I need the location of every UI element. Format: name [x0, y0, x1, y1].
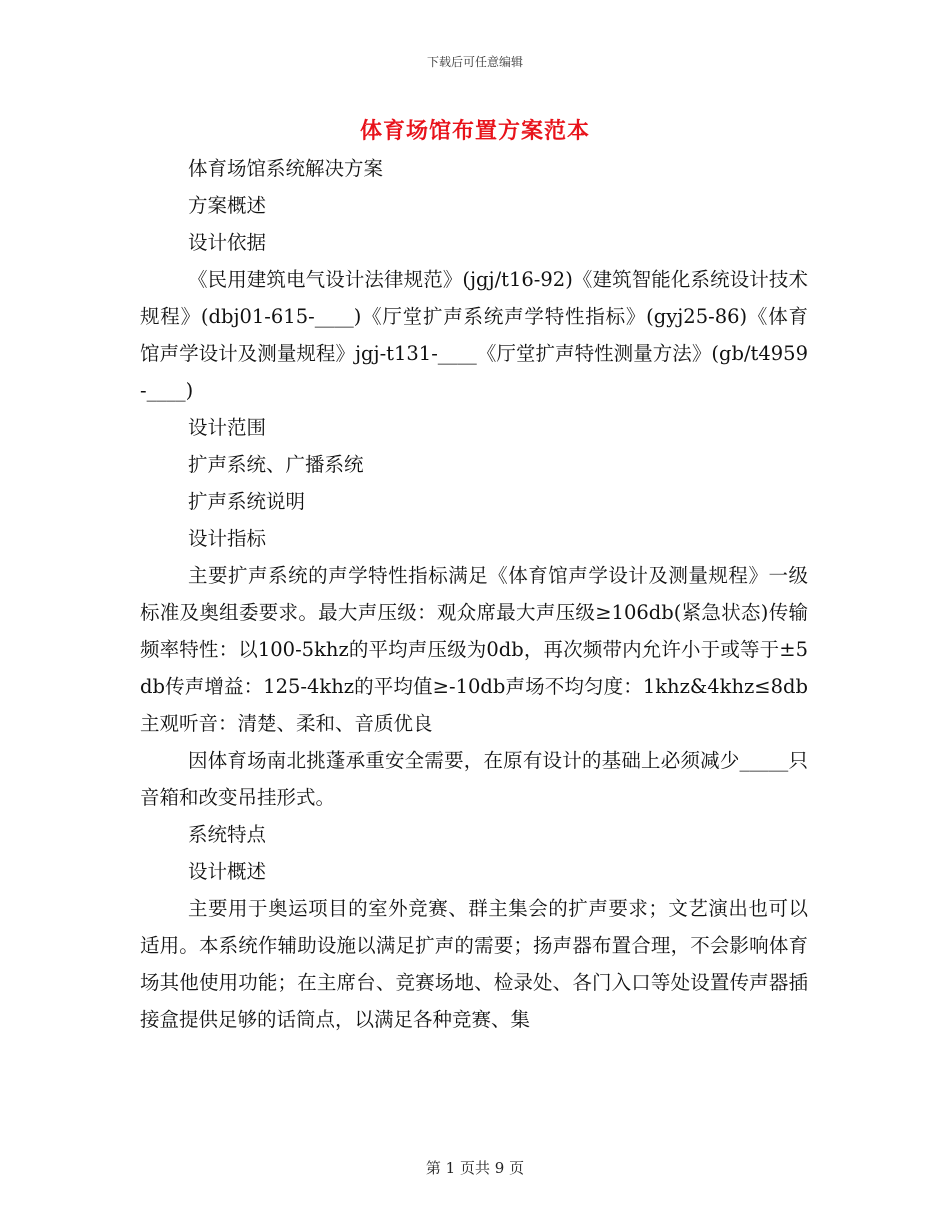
paragraph-design-summary-heading: 设计概述: [188, 860, 267, 883]
paragraph-standards-list: 《民用建筑电气设计法律规范》(jgj/t16-92)《建筑智能化系统设计技术规程》(dbj01-615-____)《厅堂扩声系统声学特性指标》(gyj25-86)《体育馆声学设计及测量规程》jgj-t131-____《厅堂扩声特性测量方法》(gb/t4959-____): [140, 268, 808, 402]
document-title: 体育场馆布置方案范本: [359, 118, 590, 144]
paragraph-design-indicators: 主要扩声系统的声学特性指标满足《体育馆声学设计及测量规程》一级标准及奥组委要求。最大声压级：观众席最大声压级≥106db(紧急状态)传输频率特性：以100-5khz的平均声压级为0db，再次频带内允许小于或等于±5db传声增益：125-4khz的平均值≥-10db声场不均匀度：1khz&4khz≤8db主观听音：清楚、柔和、音质优良: [140, 564, 808, 735]
paragraph-speaker-reduction: 因体育场南北挑蓬承重安全需要，在原有设计的基础上必须减少_____只音箱和改变吊挂形式。: [140, 749, 808, 809]
paragraph-overview-heading: 方案概述: [188, 194, 267, 217]
paragraph-design-indicators-heading: 设计指标: [188, 527, 267, 550]
page-number: 第 1 页共 9 页: [425, 1159, 525, 1177]
document-body: [140, 150, 808, 1038]
paragraph-pa-system-heading: 扩声系统说明: [188, 490, 306, 513]
paragraph-solution-heading: 体育场馆系统解决方案: [188, 157, 384, 180]
paragraph-design-scope-heading: 设计范围: [188, 416, 267, 439]
page-header-note: 下载后可任意编辑: [426, 55, 523, 69]
paragraph-system-features-heading: 系统特点: [188, 823, 267, 846]
paragraph-design-scope: 扩声系统、广播系统: [188, 453, 364, 476]
paragraph-design-summary: 主要用于奥运项目的室外竞赛、群主集会的扩声要求；文艺演出也可以适用。本系统作辅助设施以满足扩声的需要；扬声器布置合理，不会影响体育场其他使用功能；在主席台、竞赛场地、检录处、各门入口等处设置传声器插接盒提供足够的话筒点，以满足各种竞赛、集: [140, 897, 808, 1031]
paragraph-design-basis-heading: 设计依据: [188, 231, 267, 254]
